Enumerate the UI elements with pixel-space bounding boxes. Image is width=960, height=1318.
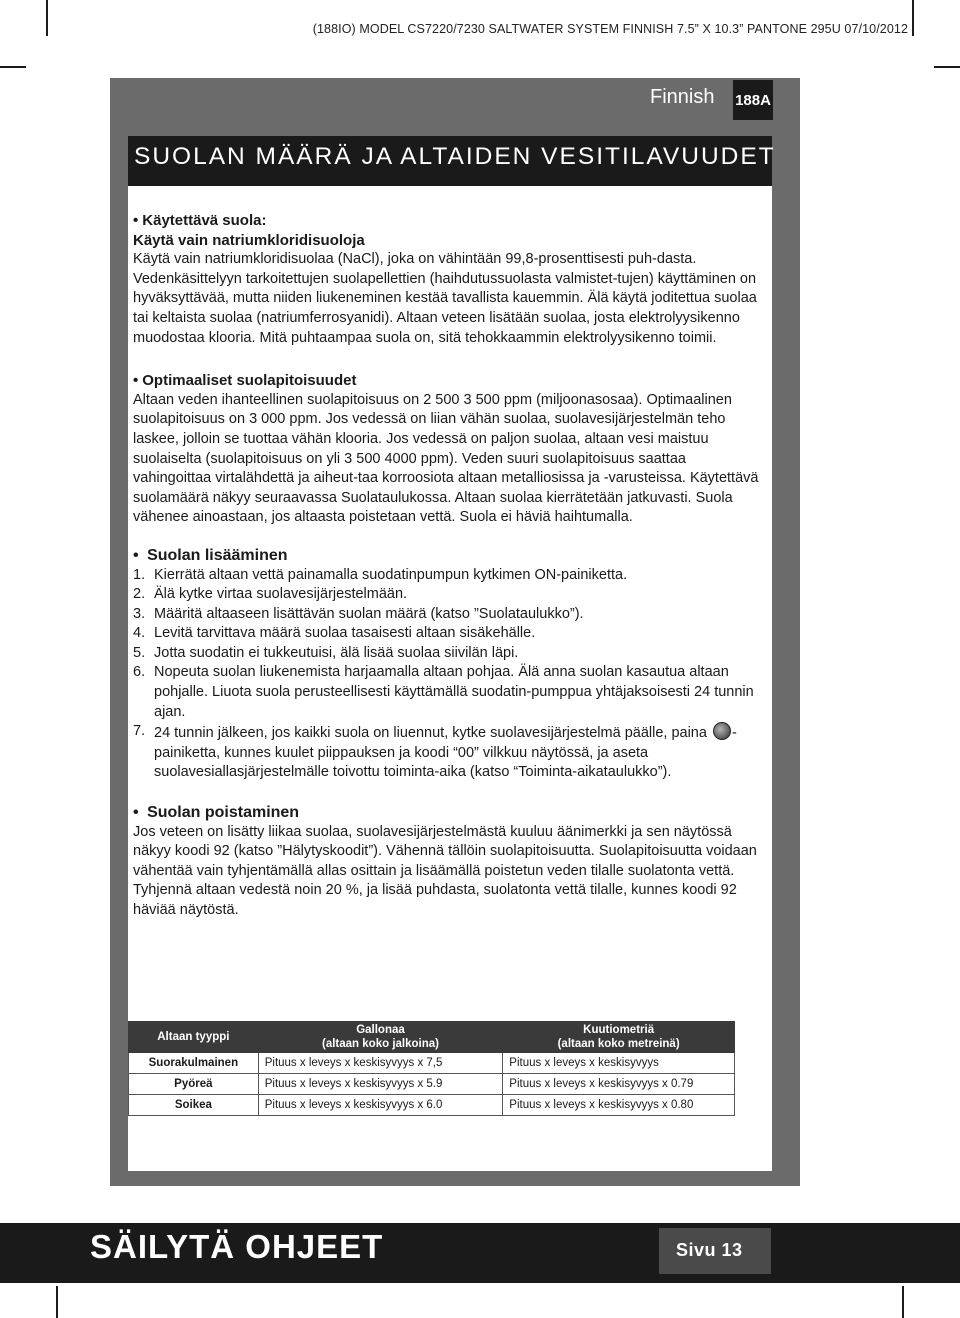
language-label: Finnish [650,86,715,108]
table-header-row [129,1022,735,1053]
footer-title: SÄILYTÄ OHJEET [90,1228,384,1265]
print-info: (188IO) MODEL CS7220/7230 SALTWATER SYSTEM FINNISH 7.5” X 10.3” PANTONE 295U 07/10/2012 [312,22,908,36]
list-item: 7. 24 tunnin jälkeen, jos kaikki suola on liuennut, kytke suolavesijärjestelmä päälle, paina -painiketta, kunnes kuulet piippauksen ja koodi “00” vilkkuu näytössä, ja aseta suolavesiallasjärjestelmälle toivottu toiminta-aika (katso “Toiminta-aikataulukko”). [133,723,737,781]
table-row: Suorakulmainen Pituus x leveys x keskisyvyys x 7,5 Pituus x leveys x keskisyvyys [129,1053,735,1074]
removing-section [133,803,768,921]
crop-mark-bottom-right-vertical [902,1286,904,1318]
crop-mark-top-right-vertical [912,0,914,36]
main-content [133,211,768,921]
removing-body: Jos veteen on lisätty liikaa suolaa, suolavesijärjestelmästä kuuluu äänimerkki ja sen näytössä näkyy koodi 92 (katso ”Hälytyskoodit”). Vähennä tällöin suolapitoisuutta. Suolapitoisuutta voidaan vähentää vain tyhjentämällä allas osittain ja lisäämällä poistetun veden tilalle suolatonta vettä. Tyhjennä altaan vedestä noin 20 %, ja lisää puhdasta, suolatonta vettä tilalle, kunnes koodi 92 häviää näytöstä. [133,823,757,918]
adding-heading: Suolan lisääminen [147,546,288,564]
bullet: • [133,372,139,390]
adding-section [133,546,768,783]
volume-table [128,1021,735,1116]
crop-mark-top-left-horizontal [0,66,26,68]
round-button-icon [713,722,731,740]
bullet: • [133,546,139,564]
list-item: 5. Jotta suodatin ei tukkeutuisi, älä lisää suolaa siivilän läpi. [133,644,519,661]
header-gallons: Gallonaa (altaan koko jalkoina) [258,1022,503,1053]
bullet: • [133,804,139,822]
list-item: 3. Määritä altaaseen lisättävän suolan määrä (katso ”Suolataulukko”). [133,605,584,622]
salt-heading: Käytettävä suola: [142,212,267,229]
optimal-heading: Optimaaliset suolapitoisuudet [142,372,357,390]
salt-body: Käytä vain natriumkloridisuolaa (NaCl), joka on vähintään 99,8-prosenttisesti puh-dasta. Vedenkäsittelyyn tarkoitettujen suolapellettien (haihdutussuolasta valmistet-tujen) käyttäminen on hyväksyttävää, mutta niiden liukeneminen kestää tavallista kauemmin. Älä käytä joditettua suolaa tai keltaista suolaa (natriumferrosyanidi). Altaan veteen lisätään suolaa, josta elektrolyysikenno muodostaa klooria. Mitä puhtaampaa suola on, sitä tehokkaammin elektrolyysikenno toimii. [133,251,757,346]
list-item: 2. Älä kytke virtaa suolavesijärjestelmään. [133,586,408,603]
list-item: 1. Kierrätä altaan vettä painamalla suodatinpumpun kytkimen ON-painiketta. [133,566,628,583]
page-number: Sivu 13 [676,1240,743,1260]
bullet: • [133,212,139,229]
crop-mark-top-left-vertical [46,0,48,36]
optimal-section [133,371,768,528]
salt-subheading: Käytä vain natriumkloridisuoloja [133,231,365,249]
removing-heading: Suolan poistaminen [147,804,300,822]
language-code-badge: 188A [733,80,773,120]
table-row: Pyöreä Pituus x leveys x keskisyvyys x 5.9 Pituus x leveys x keskisyvyys x 0.79 [129,1074,735,1095]
list-item: 4. Levitä tarvittava määrä suolaa tasaisesti altaan sisäkehälle. [133,625,536,642]
crop-mark-top-right-horizontal [934,66,960,68]
crop-mark-bottom-left-vertical [56,1286,58,1318]
salt-section [133,211,768,348]
adding-steps [133,566,768,784]
header-cubic-meters: Kuutiometriä (altaan koko metreinä) [503,1022,735,1053]
list-item: 6. Nopeuta suolan liukenemista harjaamalla altaan pohjaa. Älä anna suolan kasautua altaan pohjalle. Liuota suola perusteellisesti käyttämällä suodatin-pumppua yhtäjaksoisesti 24 tunnin ajan. [133,664,754,720]
page-title: SUOLAN MÄÄRÄ JA ALTAIDEN VESITILAVUUDET [134,143,776,170]
header-pool-type: Altaan tyyppi [129,1022,259,1053]
optimal-body: Altaan veden ihanteellinen suolapitoisuus on 2 500 3 500 ppm (miljoonasosaa). Optimaalinen suolapitoisuus on 3 000 ppm. Jos vedessä on liian vähän suolaa, suolavesijärjestelmän teho laskee, jolloin se tuottaa vähän klooria. Jos vedessä on paljon suolaa, altaan vesi maistuu suolaiselta (suolapitoisuus on yli 3 500 4000 ppm). Veden suuri suolapitoisuus saattaa vahingoittaa virtalähdettä ja aiheut-taa korroosiota altaan metalliosissa ja -varusteissa. Käytettävä suolamäärä näkyy seuraavassa Suolataulukossa. Altaan suolaa kierrätetään jatkuvasti. Suola vähenee ainoastaan, jos altaasta poistetaan vettä. Suola ei häviä haihtumalla. [133,391,759,526]
table-row: Soikea Pituus x leveys x keskisyvyys x 6.0 Pituus x leveys x keskisyvyys x 0.80 [129,1095,735,1116]
